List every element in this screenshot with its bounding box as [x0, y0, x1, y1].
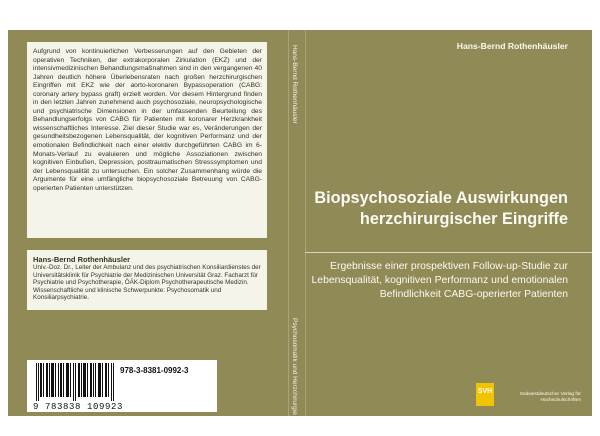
book-subtitle: Ergebnisse einer prospektiven Follow-up-Studie zur Lebensqualität, kognitiven Performanz und emotionalen Befindlichkeit CABG-operierter Patienten	[311, 261, 568, 300]
publisher-name: Südwestdeutscher Verlag für Hochschulschriften	[519, 392, 581, 403]
back-author-name: Hans-Bernd Rothenhäusler	[33, 255, 131, 264]
book-title: Biopsychosoziale Auswirkungen herzchirurgischer Eingriffe	[314, 189, 568, 228]
isbn-label: 978-3-8381-0992-3	[120, 366, 189, 375]
spine-topic: Psychosomatik und Herzchirurgie	[291, 318, 298, 415]
publisher-logo-text: SVH	[477, 388, 493, 395]
barcode-icon	[36, 363, 114, 401]
front-author-name: Hans-Bernd Rothenhäusler	[456, 41, 568, 51]
author-bio: Univ.-Doz. Dr., Leiter der Ambulanz und des psychiatrischen Konsiliardienstes der Universitätsklinik für Psychiatrie der Medizinischen Universität Graz. Facharzt für Psychiatrie und Psychotherapie, ÖÄK-Diplom Psychotherapeutische Medizin. Wissenschaftliche und klinische Schwerpunkte: Psychosomatik und Konsiliarpsychiatrie.	[33, 264, 261, 301]
blurb-text: Aufgrund von kontinuierlichen Verbesserungen auf den Gebieten der operativen Techniken, der extrakorporalen Zirkulation (EKZ) und der intensivmedizinischen Behandlungsmaßnahmen sind in den vergangenen 40 Jahren deutlich höhere Überlebensraten nach großen herzchirurgischen Eingriffen mit EKZ wie der aorto-koronaren Bypassoperation (CABG: coronary artery bypass graft) erzielt worden. Vor diesem Hintergrund finden in den letzten Jahren zunehmend auch psychosoziale, neuropsychologische und psychiatrische Dimensionen in der umfassenden Beurteilung des Behandlungserfolgs von CABG für Patienten mit koronarer Herzkrankheit wissenschaftliches Interesse. Ziel dieser Studie war es, Veränderungen der gesundheitsbezogenen Lebensqualität, der kognitiven Performanz und der emotionalen Befindlichkeit nach einer elektiv durchgeführten CABG im 6-Monats-Verlauf zu evaluieren und mögliche Assoziationen zwischen kognitiven Einbußen, Depression, posttraumatischen Stresssymptomen und der Lebensqualität zu untersuchen. Ein solcher Zusammenhang würde die Argumente für eine umfängliche biopsychosoziale Betreuung von CABG- operierten Patienten unterstützen.	[33, 48, 262, 192]
spine-author: Hans-Bernd Rothenhäusler	[291, 45, 298, 124]
barcode-number: 9 783838 109923	[33, 402, 124, 412]
title-divider	[305, 252, 592, 253]
